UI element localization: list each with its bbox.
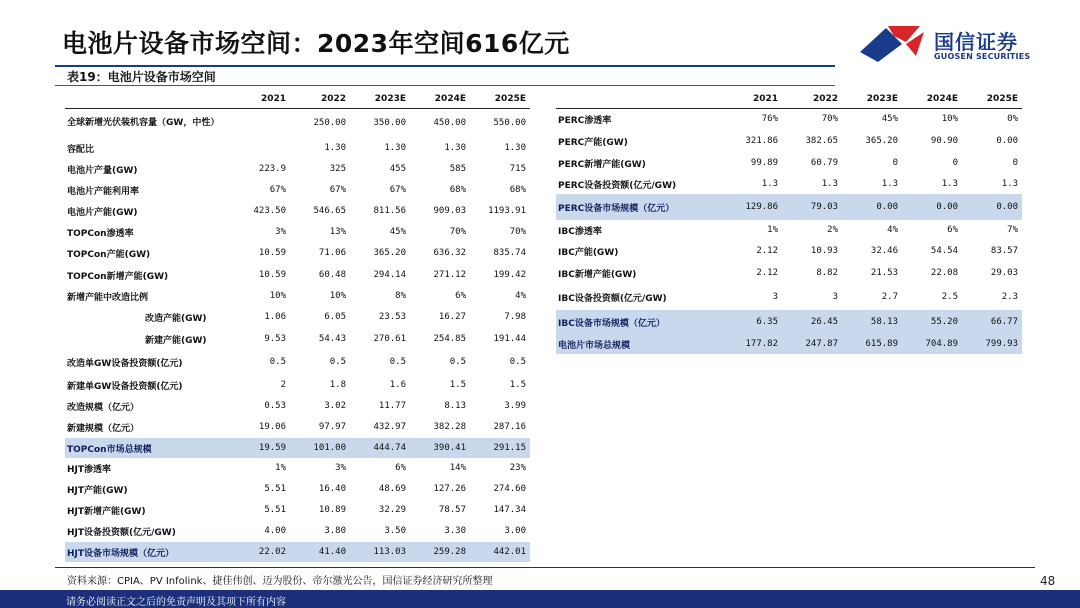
value-cell: 67% <box>329 185 346 195</box>
row-label: PERC新增产能(GW) <box>558 159 646 170</box>
table-row <box>65 478 530 500</box>
value-cell: 22.08 <box>930 268 958 278</box>
table-row <box>65 350 530 374</box>
disclaimer-text: 请务必阅读正文之后的免责声明及其项下所有内容 <box>66 597 286 608</box>
page-number: 48 <box>1040 574 1056 588</box>
value-cell: 455 <box>389 164 406 174</box>
value-cell: 259.28 <box>410 542 470 562</box>
value-cell: 704.89 <box>902 334 962 354</box>
row-label: PERC产能(GW) <box>558 137 628 148</box>
value-cell: 2% <box>827 225 838 235</box>
value-cell: 60.48 <box>318 270 346 280</box>
column-header: 2023E <box>866 93 898 104</box>
value-cell: 1.3 <box>761 179 778 189</box>
value-cell: 0.5 <box>269 357 286 367</box>
value-cell: 10.93 <box>810 246 838 256</box>
row-label: IBC渗透率 <box>558 226 602 237</box>
value-cell: 101.00 <box>290 438 350 458</box>
value-cell: 147.34 <box>493 505 526 515</box>
value-cell: 1.06 <box>264 312 286 322</box>
table-row <box>65 438 530 458</box>
table-row <box>556 310 1022 334</box>
value-cell: 1.3 <box>821 179 838 189</box>
table-row <box>556 108 1022 130</box>
row-label: HJT产能(GW) <box>67 485 128 496</box>
value-cell: 26.45 <box>782 310 842 334</box>
value-cell: 14% <box>449 463 466 473</box>
header-label-cell <box>556 90 722 108</box>
table-row <box>65 542 530 562</box>
value-cell: 1.30 <box>384 143 406 153</box>
value-cell: 16.40 <box>318 484 346 494</box>
header-label-cell <box>65 90 230 108</box>
table-header-row <box>65 90 530 108</box>
table-row <box>65 200 530 222</box>
value-cell: 321.86 <box>745 136 778 146</box>
value-cell: 79.03 <box>782 194 842 220</box>
value-cell: 199.42 <box>493 270 526 280</box>
value-cell: 3.80 <box>324 526 346 536</box>
table-row <box>65 108 530 138</box>
value-cell: 48.69 <box>378 484 406 494</box>
value-cell: 97.97 <box>318 422 346 432</box>
value-cell: 0 <box>892 158 898 168</box>
value-cell: 247.87 <box>782 334 842 354</box>
value-cell: 365.20 <box>373 248 406 258</box>
column-header: 2025E <box>494 93 526 104</box>
value-cell: 10.59 <box>258 248 286 258</box>
row-label: HJT新增产能(GW) <box>67 506 146 517</box>
value-cell: 1.6 <box>389 380 406 390</box>
row-label: TOPCon渗透率 <box>67 228 134 239</box>
value-cell: 442.01 <box>470 542 530 562</box>
value-cell: 2.12 <box>756 246 778 256</box>
value-cell: 68% <box>449 185 466 195</box>
value-cell: 0 <box>952 158 958 168</box>
value-cell: 0.5 <box>329 357 346 367</box>
table-row <box>65 286 530 306</box>
table-row <box>65 306 530 328</box>
table-row <box>65 328 530 350</box>
value-cell: 67% <box>269 185 286 195</box>
value-cell: 54.54 <box>930 246 958 256</box>
value-cell: 10% <box>329 291 346 301</box>
value-cell: 1.3 <box>941 179 958 189</box>
column-header: 2021 <box>260 93 286 104</box>
value-cell: 0.5 <box>389 357 406 367</box>
value-cell: 113.03 <box>350 542 410 562</box>
value-cell: 7% <box>1007 225 1018 235</box>
value-cell: 45% <box>389 227 406 237</box>
row-label: 电池片产能利用率 <box>67 186 140 197</box>
row-label: TOPCon市场总规模 <box>65 438 230 458</box>
column-header: 2022 <box>812 93 838 104</box>
column-header: 2024E <box>926 93 958 104</box>
value-cell: 3.99 <box>504 401 526 411</box>
value-cell: 13% <box>329 227 346 237</box>
row-label: 容配比 <box>67 144 95 155</box>
row-label: TOPCon产能(GW) <box>67 249 151 260</box>
table-row <box>556 174 1022 194</box>
value-cell: 3 <box>832 292 838 302</box>
table-header-row <box>556 90 1022 108</box>
value-cell: 4% <box>515 291 526 301</box>
value-cell: 83.57 <box>990 246 1018 256</box>
value-cell: 23% <box>509 463 526 473</box>
value-cell: 325 <box>329 164 346 174</box>
value-cell: 99.89 <box>750 158 778 168</box>
value-cell: 0.00 <box>962 194 1022 220</box>
row-label: 电池片市场总规模 <box>556 334 722 354</box>
value-cell: 0.5 <box>509 357 526 367</box>
value-cell: 4% <box>887 225 898 235</box>
value-cell: 3.02 <box>324 401 346 411</box>
value-cell: 1.8 <box>329 380 346 390</box>
value-cell: 0.5 <box>449 357 466 367</box>
value-cell: 70% <box>449 227 466 237</box>
value-cell: 3.00 <box>504 526 526 536</box>
table-row <box>65 180 530 200</box>
value-cell: 191.44 <box>493 334 526 344</box>
value-cell: 60.79 <box>810 158 838 168</box>
value-cell: 1% <box>767 225 778 235</box>
row-label: 全球新增光伏装机容量（GW，中性） <box>67 118 220 129</box>
caption-rule <box>55 85 835 86</box>
value-cell: 58.13 <box>842 310 902 334</box>
value-cell: 41.40 <box>290 542 350 562</box>
row-label: IBC设备投资额(亿元/GW) <box>558 293 667 304</box>
value-cell: 811.56 <box>373 206 406 216</box>
value-cell: 444.74 <box>350 438 410 458</box>
value-cell: 271.12 <box>433 270 466 280</box>
value-cell: 5.51 <box>264 484 286 494</box>
value-cell: 291.15 <box>470 438 530 458</box>
value-cell: 3.30 <box>444 526 466 536</box>
row-label: PERC设备市场规模（亿元） <box>556 194 722 220</box>
row-label: 改造产能(GW) <box>145 313 207 324</box>
value-cell: 1.5 <box>449 380 466 390</box>
row-label: TOPCon新增产能(GW) <box>67 271 169 282</box>
title-rule <box>55 65 835 67</box>
value-cell: 1.5 <box>509 380 526 390</box>
column-header: 2025E <box>986 93 1018 104</box>
value-cell: 636.32 <box>433 248 466 258</box>
value-cell: 0.00 <box>902 194 962 220</box>
value-cell: 0% <box>1007 114 1018 125</box>
value-cell: 90.90 <box>930 136 958 146</box>
value-cell: 54.43 <box>318 334 346 344</box>
value-cell: 71.06 <box>318 248 346 258</box>
value-cell: 177.82 <box>722 334 782 354</box>
value-cell: 799.93 <box>962 334 1022 354</box>
row-label: IBC设备市场规模（亿元） <box>556 310 722 334</box>
value-cell: 129.86 <box>722 194 782 220</box>
row-label: 电池片产能(GW) <box>67 207 138 218</box>
right-data-table <box>556 90 1022 354</box>
value-cell: 615.89 <box>842 334 902 354</box>
value-cell: 67% <box>389 185 406 195</box>
column-header: 2024E <box>434 93 466 104</box>
left-data-table <box>65 90 530 562</box>
table-row <box>65 458 530 478</box>
value-cell: 10% <box>269 291 286 301</box>
table-row <box>556 220 1022 240</box>
value-cell <box>230 108 290 138</box>
row-label: PERC设备投资额(亿元/GW) <box>558 180 677 191</box>
value-cell: 1.30 <box>444 143 466 153</box>
value-cell: 8% <box>395 291 406 301</box>
value-cell: 382.65 <box>805 136 838 146</box>
value-cell: 6.35 <box>722 310 782 334</box>
value-cell: 2.5 <box>941 292 958 302</box>
table-row <box>556 334 1022 354</box>
value-cell: 546.65 <box>313 206 346 216</box>
value-cell: 29.03 <box>990 268 1018 278</box>
table-row <box>556 240 1022 262</box>
column-header: 2021 <box>752 93 778 104</box>
row-label: 电池片产量(GW) <box>67 165 138 176</box>
page-title: 电池片设备市场空间：2023年空间616亿元 <box>62 29 570 58</box>
value-cell: 5.51 <box>264 505 286 515</box>
source-note: 资料来源：CPIA、PV Infolink、捷佳伟创、迈为股份、帝尔激光公告，国信证券经济研究所整理 <box>67 576 493 587</box>
value-cell: 8.82 <box>816 268 838 278</box>
value-cell: 0.00 <box>842 194 902 220</box>
brand-name-cn: 国信证券 <box>934 30 1018 54</box>
value-cell: 3% <box>335 463 346 473</box>
value-cell: 22.02 <box>230 542 290 562</box>
value-cell: 365.20 <box>865 136 898 146</box>
value-cell: 2 <box>280 380 286 390</box>
value-cell: 66.77 <box>962 310 1022 334</box>
value-cell: 32.29 <box>378 505 406 515</box>
value-cell: 835.74 <box>493 248 526 258</box>
value-cell: 390.41 <box>410 438 470 458</box>
row-label: 改造单GW设备投资额(亿元) <box>67 358 183 369</box>
value-cell: 450.00 <box>433 118 466 129</box>
value-cell: 21.53 <box>870 268 898 278</box>
value-cell: 254.85 <box>433 334 466 344</box>
table-row <box>65 396 530 416</box>
value-cell: 68% <box>509 185 526 195</box>
row-label: HJT设备投资额(亿元/GW) <box>67 527 176 538</box>
row-label: HJT渗透率 <box>67 464 112 475</box>
value-cell: 2.12 <box>756 268 778 278</box>
value-cell: 423.50 <box>253 206 286 216</box>
row-label: IBC新增产能(GW) <box>558 269 637 280</box>
table-row <box>65 374 530 396</box>
value-cell: 294.14 <box>373 270 406 280</box>
row-label: HJT设备市场规模（亿元） <box>65 542 230 562</box>
value-cell: 1% <box>275 463 286 473</box>
value-cell: 3 <box>772 292 778 302</box>
table-row <box>556 194 1022 220</box>
value-cell: 4.00 <box>264 526 286 536</box>
value-cell: 70% <box>509 227 526 237</box>
value-cell: 78.57 <box>438 505 466 515</box>
value-cell: 10.59 <box>258 270 286 280</box>
value-cell: 76% <box>761 114 778 125</box>
value-cell: 8.13 <box>444 401 466 411</box>
row-label: 新建规模（亿元） <box>67 423 140 434</box>
value-cell: 909.03 <box>433 206 466 216</box>
value-cell: 223.9 <box>258 164 286 174</box>
brand-name-en: GUOSEN SECURITIES <box>934 52 1031 61</box>
value-cell: 1.3 <box>1001 179 1018 189</box>
value-cell: 6% <box>395 463 406 473</box>
value-cell: 23.53 <box>378 312 406 322</box>
row-label: 新建单GW设备投资额(亿元) <box>67 381 183 392</box>
value-cell: 1.30 <box>324 143 346 153</box>
value-cell: 55.20 <box>902 310 962 334</box>
value-cell: 287.16 <box>493 422 526 432</box>
guosen-logo-icon <box>858 22 928 66</box>
table-row <box>65 416 530 438</box>
value-cell: 715 <box>509 164 526 174</box>
value-cell: 1.30 <box>504 143 526 153</box>
value-cell: 11.77 <box>378 401 406 411</box>
value-cell: 10.89 <box>318 505 346 515</box>
value-cell: 70% <box>821 114 838 125</box>
table-row <box>65 222 530 242</box>
value-cell: 19.06 <box>258 422 286 432</box>
table-row <box>556 130 1022 152</box>
row-label: 改造规模（亿元） <box>67 402 140 413</box>
value-cell: 1193.91 <box>488 206 526 216</box>
value-cell: 16.27 <box>438 312 466 322</box>
value-cell: 0.00 <box>996 136 1018 146</box>
value-cell <box>230 138 290 158</box>
value-cell: 32.46 <box>870 246 898 256</box>
value-cell: 432.97 <box>373 422 406 432</box>
value-cell: 274.60 <box>493 484 526 494</box>
value-cell: 6% <box>455 291 466 301</box>
table-row <box>556 262 1022 284</box>
column-header: 2022 <box>320 93 346 104</box>
row-label: 新建产能(GW) <box>145 335 207 346</box>
value-cell: 0 <box>1012 158 1018 168</box>
value-cell: 0.53 <box>264 401 286 411</box>
value-cell: 3.50 <box>384 526 406 536</box>
value-cell: 350.00 <box>373 118 406 129</box>
value-cell: 6.05 <box>324 312 346 322</box>
column-header: 2023E <box>374 93 406 104</box>
table-row <box>65 520 530 542</box>
table-row <box>65 264 530 286</box>
value-cell: 45% <box>881 114 898 125</box>
row-label: IBC产能(GW) <box>558 247 619 258</box>
value-cell: 9.53 <box>264 334 286 344</box>
value-cell: 1.3 <box>881 179 898 189</box>
table-row <box>556 284 1022 310</box>
table-row <box>65 138 530 158</box>
value-cell: 382.28 <box>433 422 466 432</box>
table-caption: 表19：电池片设备市场空间 <box>67 70 216 84</box>
table-row <box>65 500 530 520</box>
table-row <box>65 158 530 180</box>
value-cell: 270.61 <box>373 334 406 344</box>
value-cell: 127.26 <box>433 484 466 494</box>
footer-bar <box>0 590 1080 608</box>
brand-logo <box>858 22 1038 66</box>
value-cell: 19.59 <box>230 438 290 458</box>
value-cell: 2.7 <box>881 292 898 302</box>
value-cell: 3% <box>275 227 286 237</box>
value-cell: 250.00 <box>313 118 346 129</box>
bottom-rule <box>55 567 1035 568</box>
value-cell: 2.3 <box>1001 292 1018 302</box>
row-label: 新增产能中改造比例 <box>67 292 149 303</box>
value-cell: 10% <box>941 114 958 125</box>
value-cell: 6% <box>947 225 958 235</box>
value-cell: 550.00 <box>493 118 526 129</box>
table-row <box>556 152 1022 174</box>
value-cell: 585 <box>449 164 466 174</box>
table-row <box>65 242 530 264</box>
value-cell: 7.98 <box>504 312 526 322</box>
row-label: PERC渗透率 <box>558 115 612 126</box>
